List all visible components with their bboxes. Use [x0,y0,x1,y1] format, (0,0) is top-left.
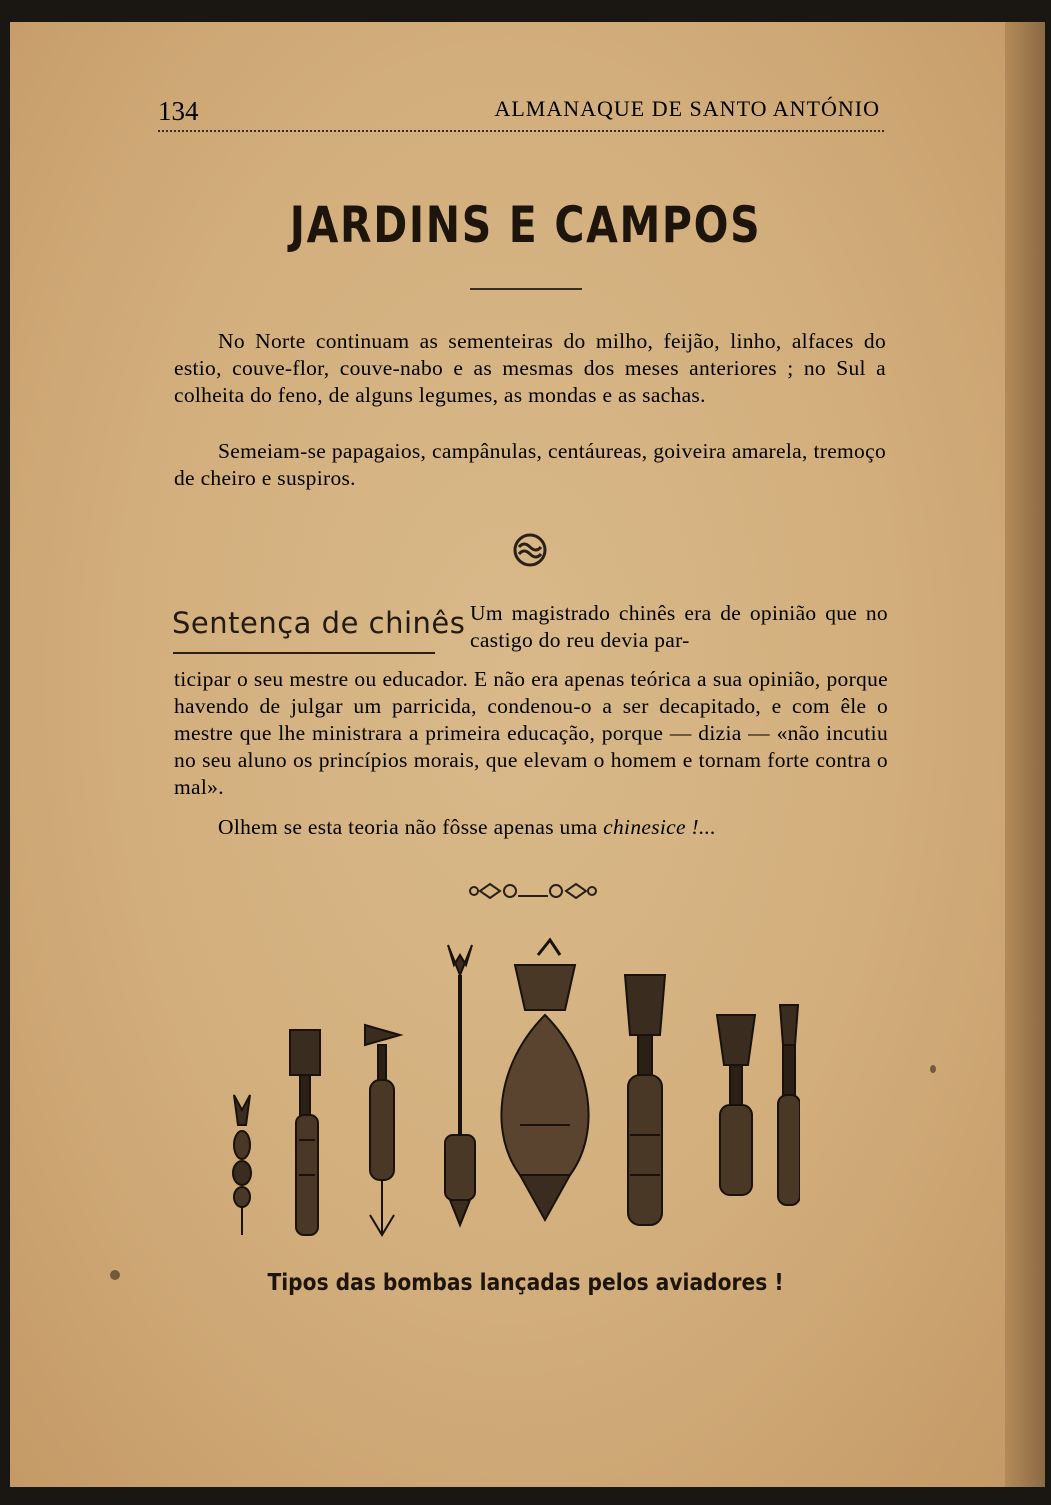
closing-italic: chinesice !... [603,815,717,839]
section-text-first: Um magistrado chinês era de opinião que no castigo do reu devia par- [470,601,888,652]
bombs-illustration [220,935,800,1245]
divider-ornament-icon [468,880,598,902]
section-ornament-icon [512,532,548,568]
bomb-tall-icon [778,1005,800,1205]
title-rule [470,288,582,290]
running-title: ALMANAQUE DE SANTO ANTÓNIO [494,96,880,121]
bomb-rod-icon [445,945,475,1225]
bomb-arrow-icon [365,1025,400,1235]
bomb-medium-icon [717,1015,755,1195]
closing-text: Olhem se esta teoria não fôsse apenas uma [218,815,598,839]
header-rule [158,130,884,132]
section-closing [174,814,888,841]
bomb-finned-icon [290,1030,320,1235]
page-edge [1005,22,1045,1487]
paragraph-1: No Norte continuam as sementeiras do milho, feijão, linho, alfaces do estio, couve-flor, couve-nabo e as mesmas dos meses anteriores ; no Sul a colheita do feno, de alguns legumes, as mondas e as sachas. [174,329,886,407]
page-header [158,92,884,132]
section-heading: Sentença de chinês [172,606,466,640]
paper-spot [930,1065,936,1073]
page-number: 134 [158,96,199,126]
paper-spot [110,1270,120,1280]
illustration-caption: Tipos das bombas lançadas pelos aviadores ! [267,1270,784,1296]
bomb-dart-icon [233,1095,251,1235]
bomb-pear-icon [501,940,588,1220]
article-title: JARDINS E CAMPOS [289,196,762,254]
bomb-large-finned-icon [625,975,665,1225]
paragraph-2: Semeiam-se papagaios, campânulas, centáureas, goiveira amarela, tremoço de cheiro e suspiros. [174,439,886,490]
section-text-rest: ticipar o seu mestre ou educador. E não era apenas teórica a sua opinião, porque havendo de julgar um parricida, condenou-o a ser decapitado, e com êle o mestre que lhe ministrara a primeira educação, porque — dizia — «não incutiu no seu aluno os princípios morais, que elevam o homem e tornam forte contra o mal». [174,667,888,799]
section-heading-rule [173,652,435,654]
